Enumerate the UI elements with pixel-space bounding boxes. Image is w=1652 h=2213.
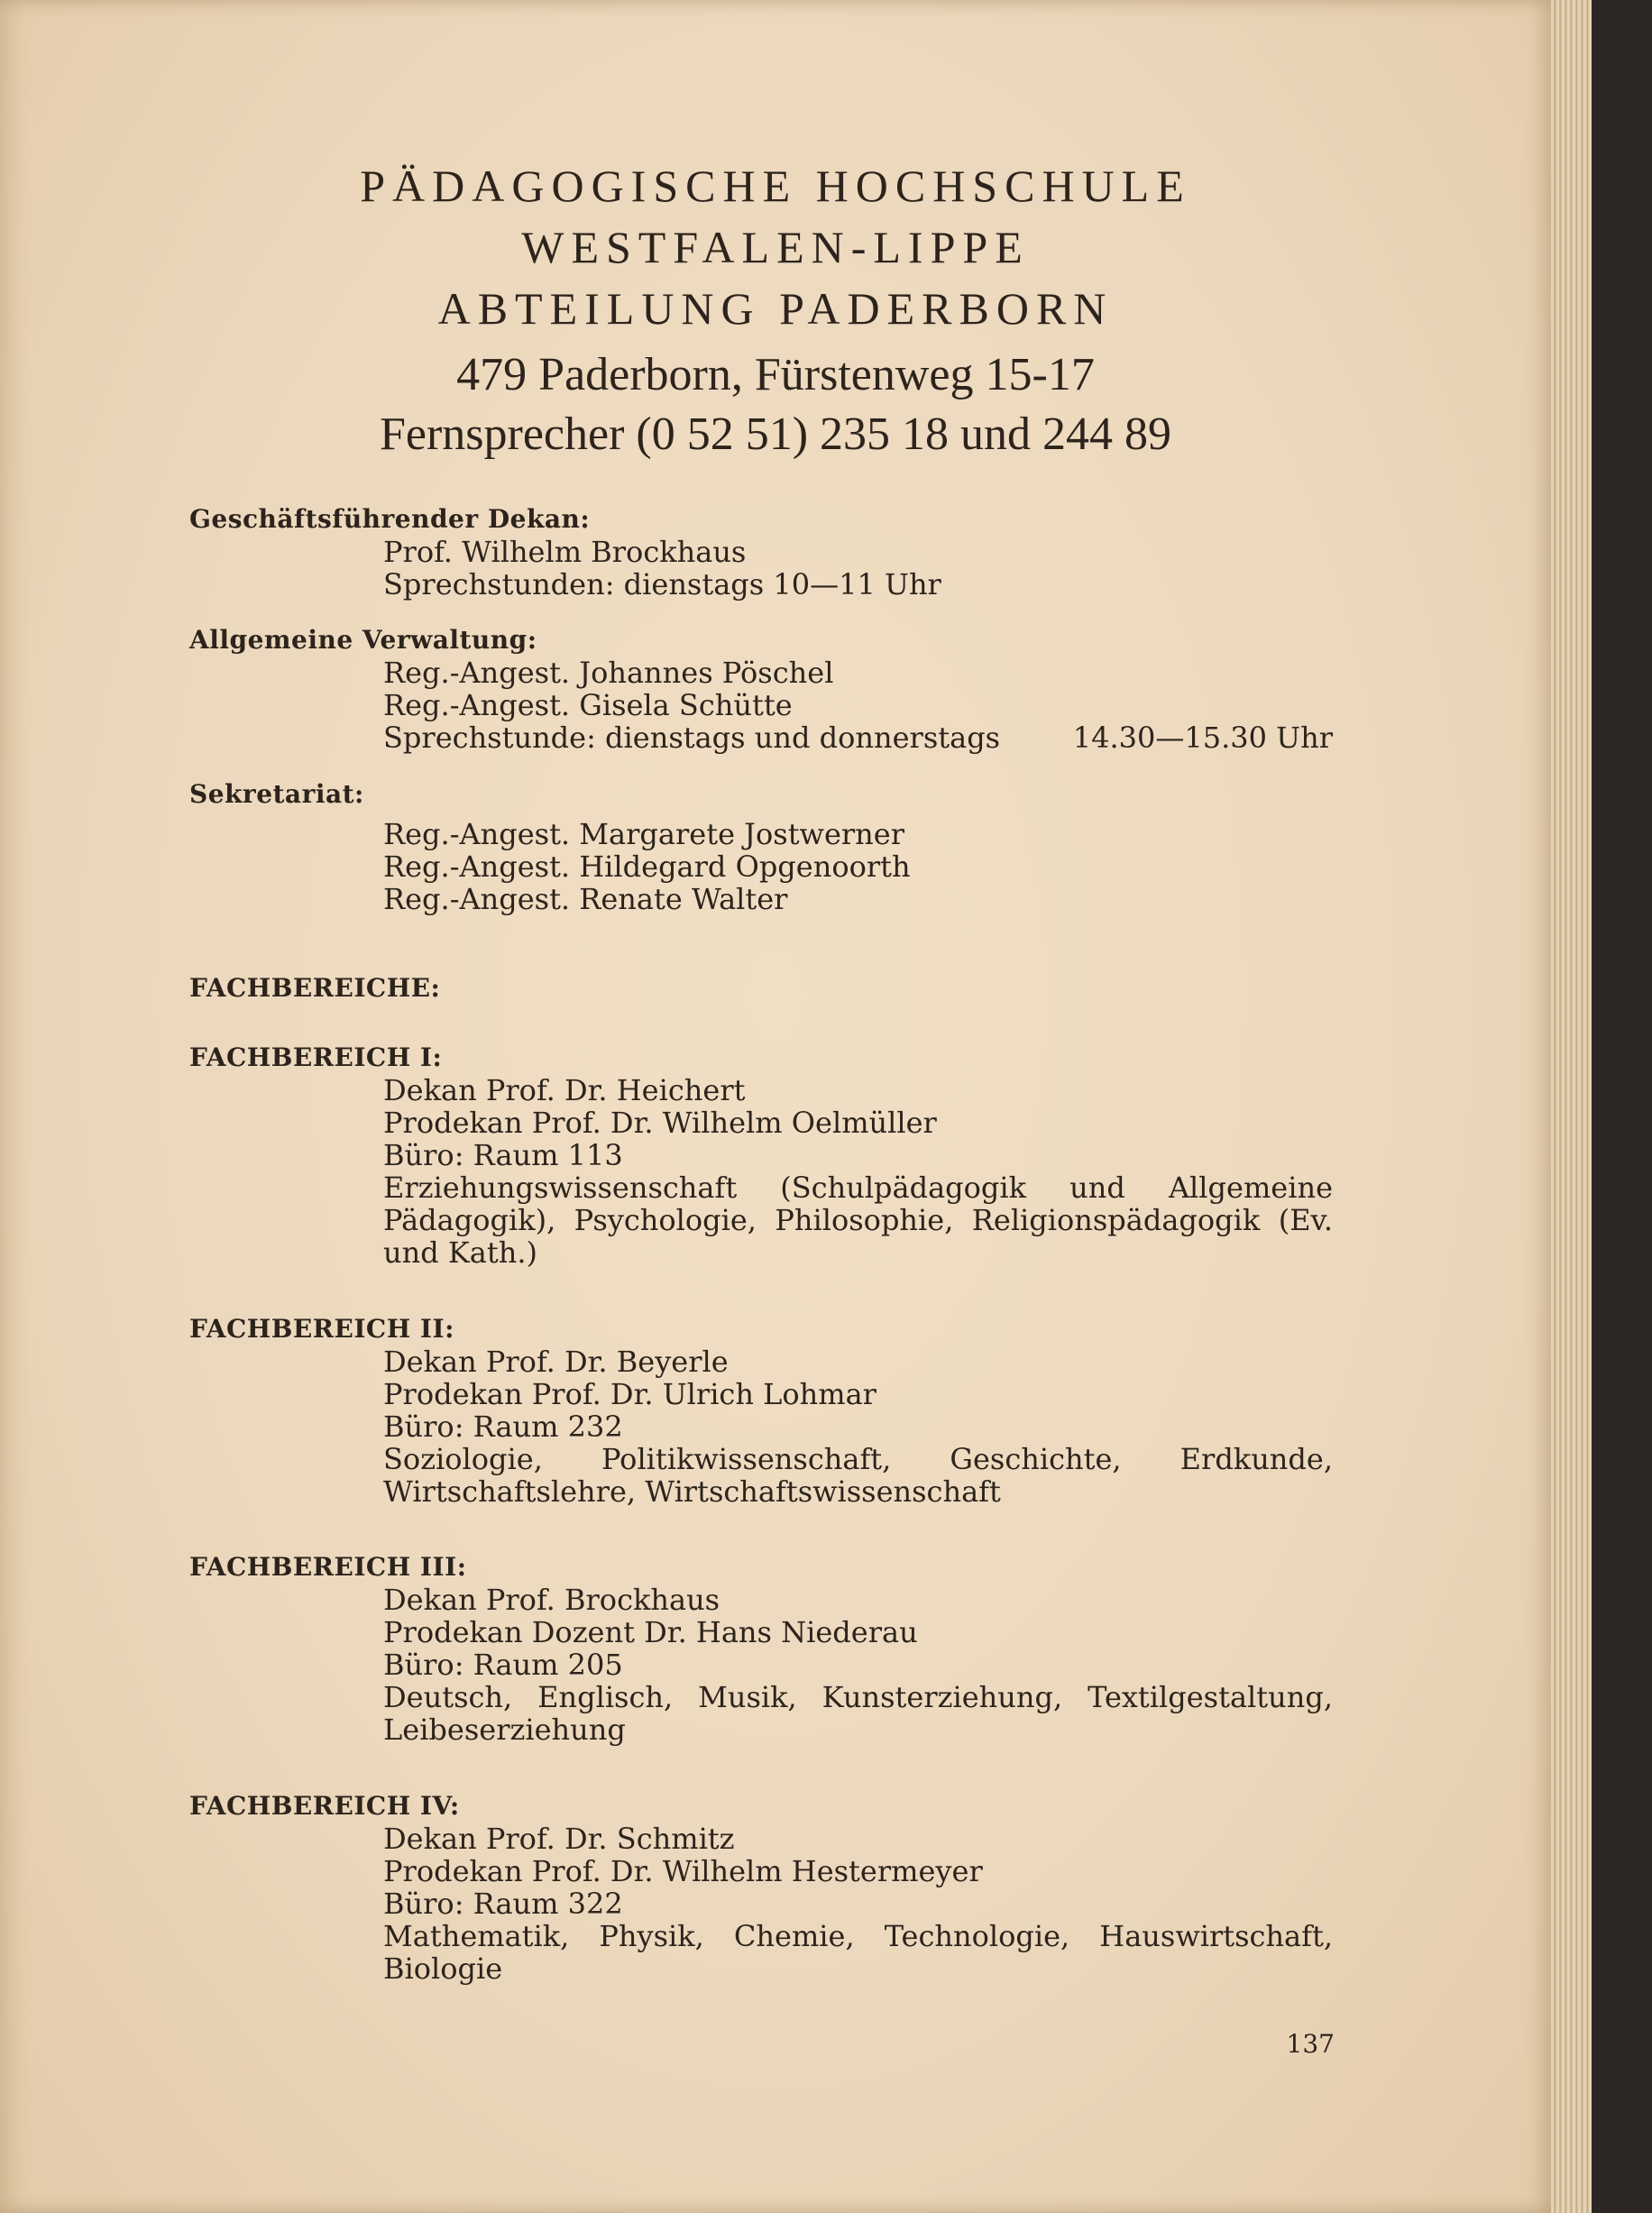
administration-hours: [383, 721, 1333, 754]
department-3-label: FACHBEREICH III:: [189, 1552, 467, 1582]
department-1-vice-dean: Prodekan Prof. Dr. Wilhelm Oelmüller: [383, 1106, 937, 1140]
address: 479 Paderborn, Fürstenweg 15-17: [456, 349, 1095, 400]
administration-hours-time: 14.30—15.30 Uhr: [1072, 721, 1333, 755]
departments-heading-text: FACHBEREICHE:: [189, 973, 441, 1003]
secretariat-label: Sekretariat:: [189, 779, 364, 809]
institution-header: [0, 155, 1551, 339]
phone: Fernsprecher (0 52 51) 235 18 und 244 89: [379, 409, 1172, 460]
department-4-label: FACHBEREICH IV:: [189, 1791, 460, 1821]
secretariat-staff-2: Reg.-Angest. Hildegard Opgenoorth: [383, 849, 911, 884]
dean-name: Prof. Wilhelm Brockhaus: [383, 535, 747, 569]
header-line-3: ABTEILUNG PADERBORN: [437, 283, 1114, 334]
department-3-dean: Dekan Prof. Brockhaus: [383, 1583, 720, 1617]
department-3-office: Büro: Raum 205: [383, 1648, 623, 1682]
department-4-dean: Dekan Prof. Dr. Schmitz: [383, 1822, 735, 1856]
department-1-dean: Dekan Prof. Dr. Heichert: [383, 1073, 746, 1107]
department-2-office: Büro: Raum 232: [383, 1410, 623, 1444]
department-2-label: FACHBEREICH II:: [189, 1314, 454, 1344]
contact-block: [0, 345, 1551, 464]
dean-section: [189, 503, 1333, 601]
department-2-dean: Dekan Prof. Dr. Beyerle: [383, 1345, 729, 1379]
page-number: 137: [1286, 2029, 1335, 2059]
header-line-1: PÄDAGOGISCHE HOCHSCHULE: [360, 161, 1191, 211]
department-2-subjects: Soziologie, Politikwissenschaft, Geschichte, Erdkunde, Wirtschaftslehre, Wirtschaftswissenschaft: [383, 1442, 1333, 1509]
department-1-label: FACHBEREICH I:: [189, 1042, 443, 1072]
department-1-office: Büro: Raum 113: [383, 1138, 623, 1172]
administration-hours-days: Sprechstunde: dienstags und donnerstags: [383, 721, 1001, 755]
department-4-subjects: Mathematik, Physik, Chemie, Technologie, Hauswirtschaft, Biologie: [383, 1919, 1333, 1986]
secretariat-staff-3: Reg.-Angest. Renate Walter: [383, 882, 788, 916]
secretariat-section: [189, 778, 1333, 915]
department-1-subjects: Erziehungswissenschaft (Schulpädagogik und Allgemeine Pädagogik), Psychologie, Philosophie, Religionspädagogik (Ev. und Kath.): [383, 1171, 1333, 1270]
departments-heading: [189, 972, 1333, 1005]
department-3: [189, 1551, 1333, 1746]
administration-staff-2: Reg.-Angest. Gisela Schütte: [383, 688, 793, 722]
department-2-vice-dean: Prodekan Prof. Dr. Ulrich Lohmar: [383, 1377, 876, 1411]
administration-label: Allgemeine Verwaltung:: [189, 625, 537, 655]
header-line-2: WESTFALEN-LIPPE: [521, 222, 1030, 272]
department-4-office: Büro: Raum 322: [383, 1887, 623, 1921]
department-1: [189, 1042, 1333, 1269]
department-2: [189, 1313, 1333, 1508]
department-3-subjects: Deutsch, Englisch, Musik, Kunsterziehung, Textilgestaltung, Leibeserziehung: [383, 1680, 1333, 1747]
department-4-vice-dean: Prodekan Prof. Dr. Wilhelm Hestermeyer: [383, 1854, 983, 1888]
department-3-vice-dean: Prodekan Dozent Dr. Hans Niederau: [383, 1615, 918, 1649]
administration-section: [189, 624, 1333, 754]
book-binding: [1592, 0, 1652, 2213]
page-edge: [1551, 0, 1592, 2213]
dean-label: Geschäftsführender Dekan:: [189, 504, 591, 534]
secretariat-staff-1: Reg.-Angest. Margarete Jostwerner: [383, 817, 905, 851]
department-4: [189, 1790, 1333, 1985]
administration-staff-1: Reg.-Angest. Johannes Pöschel: [383, 656, 834, 690]
dean-hours: Sprechstunden: dienstags 10—11 Uhr: [383, 567, 941, 601]
